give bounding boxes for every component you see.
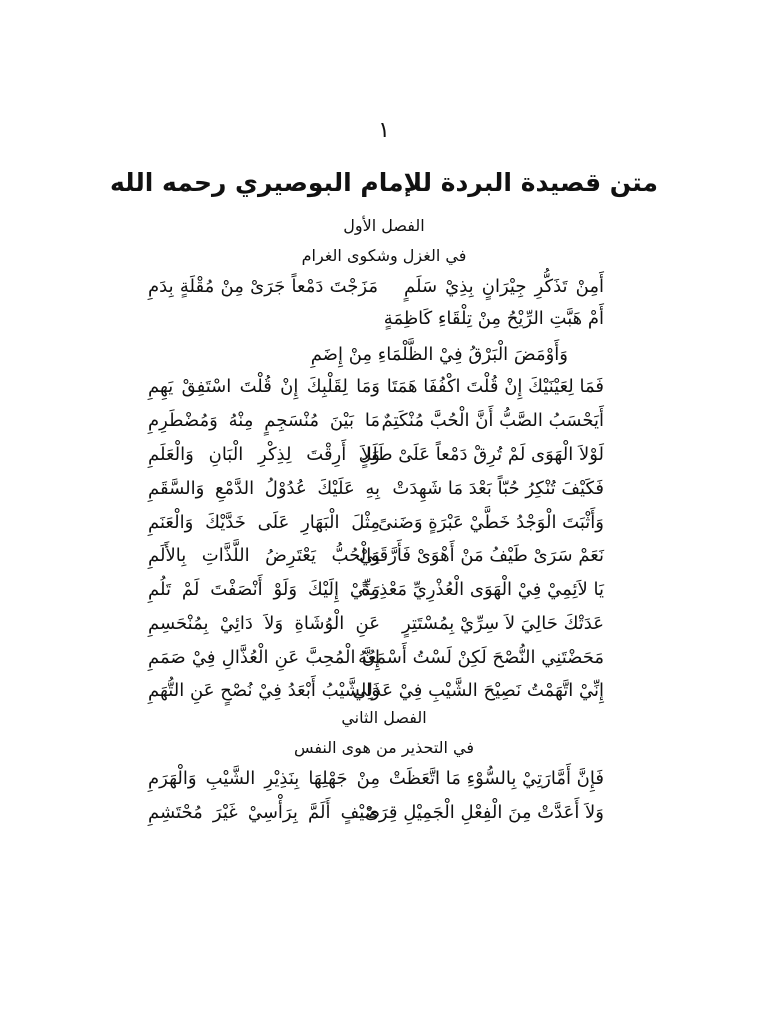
verse-9-second-hemistich: مِنِّيْ إِلَيْكَ وَلَوْ أَنْصَفْتَ لَمْ تَلُمِ [148, 579, 380, 600]
verse-12-first-hemistich: إِنِّيْ اتَّهَمْتُ نَصِيْحَ الشَّيْبِ فِيْ عَذَلِي [352, 680, 604, 701]
verse-13-second-hemistich: مِنْ جَهْلِهَا بِنَذِيْرِ الشَّيْبِ وَالْهَرَمِ [148, 768, 380, 789]
verse-2-second-hemistich: وَأَوْمَضَ الْبَرْقُ فِيْ الظَّلْمَاءِ مِنْ إِضَمِ [310, 344, 568, 365]
verse-14-second-hemistich: ضَيْفٍ أَلَمَّ بِرَأْسِيْ غَيْرَ مُحْتَشِمِ [148, 802, 380, 823]
section-1-heading: الفصل الأول [343, 216, 425, 235]
verse-6-second-hemistich: بِهِ عَلَيْكَ عُدُوْلُ الدَّمْعِ وَالسَّقَمِ [148, 478, 380, 499]
verse-10-first-hemistich: عَدَتْكَ حَالِيَ لاَ سِرِّيْ بِمُسْتَتِرٍ [402, 613, 604, 634]
verse-1-first-hemistich: أَمِنْ تَذَكُّرِ جِيْرَانٍ بِذِيْ سَلَمٍ [404, 276, 604, 297]
verse-3-second-hemistich: وَمَا لِقَلْبِكَ إِنْ قُلْتَ اسْتَفِقْ يَهِمِ [148, 376, 380, 397]
verse-11-first-hemistich: مَحَضْتَنِي النُّصْحَ لَكِنْ لَسْتُ أَسْمَعُهُ [358, 647, 604, 668]
verse-5-first-hemistich: لَوْلاَ الْهَوَى لَمْ تُرِقْ دَمْعاً عَلَىْ طَلَلٍ [358, 444, 604, 465]
verse-8-second-hemistich: وَالْحُبُّ يَعْتَرِضُ اللَّذَّاتِ بِالأَلَمِ [148, 545, 380, 566]
verse-11-second-hemistich: إِنَّ الْمُحِبَّ عَنِ الْعُذَّالِ فِيْ صَمَمِ [148, 647, 380, 668]
verse-3-first-hemistich: فَمَا لِعَيْنَيْكَ إِنْ قُلْتَ اكْفُفَا هَمَتَا [386, 376, 604, 397]
section-1-subheading: في الغزل وشكوى الغرام [301, 246, 467, 265]
verse-2-first-hemistich: أَمْ هَبَّتِ الرِّيْحُ مِنْ تِلْقَاءِ كَاظِمَةٍ [383, 308, 604, 329]
verse-7-second-hemistich: مِثْلَ الْبَهَارِ عَلَى خَدَّيْكَ وَالْعَنَمِ [148, 512, 380, 533]
verse-10-second-hemistich: عَنِ الْوُشَاةِ وَلاَ دَائِيْ بِمُنْحَسِمِ [148, 613, 380, 634]
verse-12-second-hemistich: وَالشَّيْبُ أَبْعَدُ فِيْ نُصْحٍ عَنِ التُّهَمِ [148, 680, 380, 701]
verse-13-first-hemistich: فَإِنَّ أَمَّارَتِيْ بِالسُّوْءِ مَا اتَّعَظَتْ [388, 768, 604, 789]
poem-title: متن قصيدة البردة للإمام البوصيري رحمه الله [110, 168, 658, 197]
section-2-subheading: في التحذير من هوى النفس [293, 738, 475, 757]
section-2-heading: الفصل الثاني [341, 708, 427, 727]
verse-7-first-hemistich: وَأَثْبَتَ الْوَجْدُ خَطَّيْ عَبْرَةٍ وَضَنىً [378, 512, 604, 533]
verse-1-second-hemistich: مَزَجْتَ دَمْعاً جَرَىْ مِنْ مُقْلَةٍ بِدَمِ [148, 276, 378, 297]
verse-8-first-hemistich: نَعَمْ سَرَىْ طَيْفُ مَنْ أَهْوَىْ فَأَرَّقَنِيْ [359, 545, 604, 566]
verse-4-first-hemistich: أَيَحْسَبُ الصَّبُّ أَنَّ الْحُبَّ مُنْكَتِمٌ [381, 410, 604, 431]
verse-14-first-hemistich: وَلاَ أَعَدَّتْ مِنَ الْفِعْلِ الْجَمِيْلِ قِرَىْ [364, 802, 604, 823]
verse-9-first-hemistich: يَا لاَئِمِيْ فِيْ الْهَوَى الْعُذْرِيِّ مَعْذِرَةً [361, 579, 604, 600]
verse-6-first-hemistich: فَكَيْفَ تُنْكِرُ حُبّاً بَعْدَ مَا شَهِدَتْ [392, 478, 604, 499]
verse-4-second-hemistich: مَا بَيْنَ مُنْسَجِمٍ مِنْهُ وَمُضْطَرِمِ [148, 410, 380, 431]
page-number: ١ [378, 118, 390, 143]
verse-5-second-hemistich: وَلاَ أَرِقْتَ لِذِكْرِ الْبَانِ وَالْعَلَمِ [148, 444, 380, 465]
